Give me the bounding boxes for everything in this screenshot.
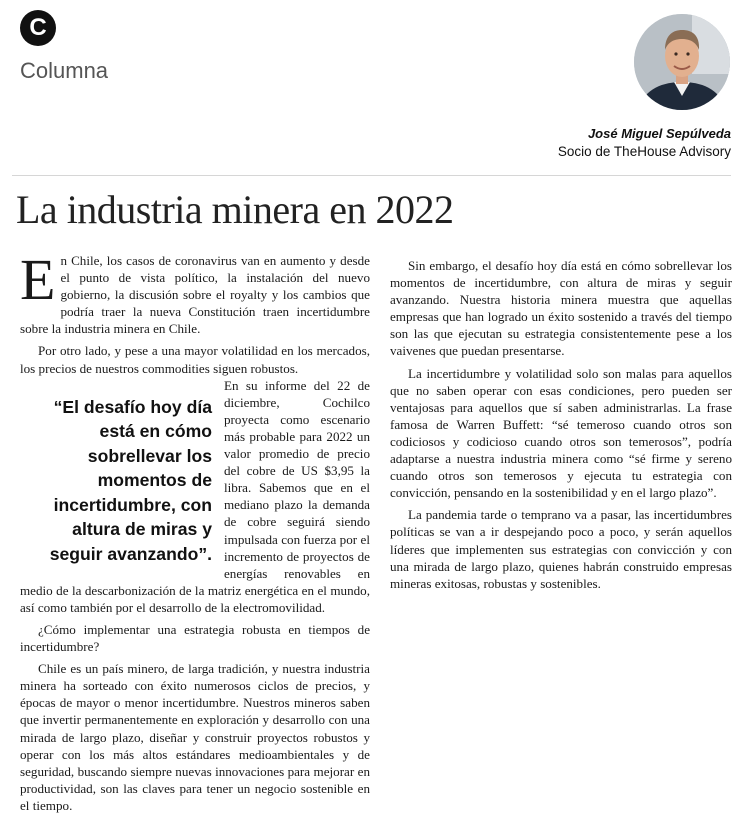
paragraph-text: n Chile, los casos de coronavirus van en aumento y desde el punto de vista político, la instalación del nuevo gobierno, la discusión sobre el royalty y los cambios que podría traer la nueva Constitución traen incertidumbre sobre la industria minera en Chile.: [20, 253, 370, 337]
pull-quote: “El desafío hoy día está en cómo sobrellevar los momentos de incertidumbre, con altura de miras y seguir avanzando”.: [49, 396, 212, 564]
author-byline: [558, 126, 731, 159]
header-divider: [12, 175, 731, 176]
author-name: José Miguel Sepúlveda: [587, 126, 731, 141]
section-label: Columna: [20, 58, 109, 83]
article-paragraph-2: Por otro lado, y pese a una mayor volatilidad en los mercados, los precios de nuestros commodities siguen robustos.: [20, 343, 370, 376]
author-role: Socio de TheHouse Advisory: [557, 144, 731, 159]
article-paragraph-4: ¿Cómo implementar una estrategia robusta en tiempos de incertidumbre?: [20, 621, 370, 655]
paragraph-text: En su informe del 22 de diciembre, Cochilco proyecta como escenario más probable para 2022 un valor promedio de precio del cobre de US $3,95 la libra. Sabemos que en el mediano plazo la demanda de cobre seguirá siendo impulsada con fuerza por el incremento de proyectos de energías renovables en medio de la descarbonización de la matriz energética en el mundo, así como también por el desarrollo de la electromovilidad.: [20, 377, 370, 615]
article-column-left: [20, 247, 370, 814]
author-portrait-image: [634, 14, 730, 110]
article-paragraph-7: La incertidumbre y volatilidad solo son malas para aquellos que no saben operar con esas condiciones, pero pueden ser ventajosas para aquellos que sí saben administrarlas. La frase famosa de Warren Buffett: “sé temeroso cuando otros son codiciosos y codicioso cuando otros son temerosos”, podría adaptarse a nuestra industria minera como “sé firme y sereno cuando otros son temerosos y ejecuta tu estrategia con convicción, pensando en la sostenibilidad y en el largo plazo”.: [390, 365, 732, 501]
article-headline: La industria minera en 2022: [16, 187, 454, 232]
drop-cap: E: [20, 247, 56, 312]
article-paragraph-6: Sin embargo, el desafío hoy día está en cómo sobrellevar los momentos de incertidumbre, con altura de miras y seguir avanzando. Nuestra historia minera muestra que aquellas empresas que han logrado un éxito sostenido a través del tiempo son las que ejecutan su estrategia consistentemente pese a los vaivenes que puedan presentarse.: [390, 258, 732, 359]
article-paragraph-1: [20, 247, 370, 337]
article-column-right: [390, 252, 732, 592]
article-paragraph-5: Chile es un país minero, de larga tradición, y nuestra industria minera ha sorteado con éxito numerosos ciclos de precios, y épocas de mayor o menor incertidumbre. Nuestros mineros saben que invertir permanentemente en exploración y desarrollo con una mirada de largo plazo, diseñar y construir proyectos robustos y operar con los más altos estándares medioambientales y de seguridad, buscando siempre nuevas innovaciones para mejorar en productividad, son las claves para tener un negocio sostenible en el tiempo.: [20, 661, 370, 813]
author-photo: [634, 14, 730, 110]
article-paragraph-8: La pandemia tarde o temprano va a pasar, las incertidumbres políticas se van a ir despejando poco a poco, y serán aquellos líderes que implementen sus estrategias con convicción y con una mirada de largo plazo, quienes habrán construido empresas mineras exitosas, robustas y sostenibles.: [390, 507, 732, 591]
column-badge: C: [20, 10, 56, 46]
article-paragraph-3: [20, 377, 370, 616]
